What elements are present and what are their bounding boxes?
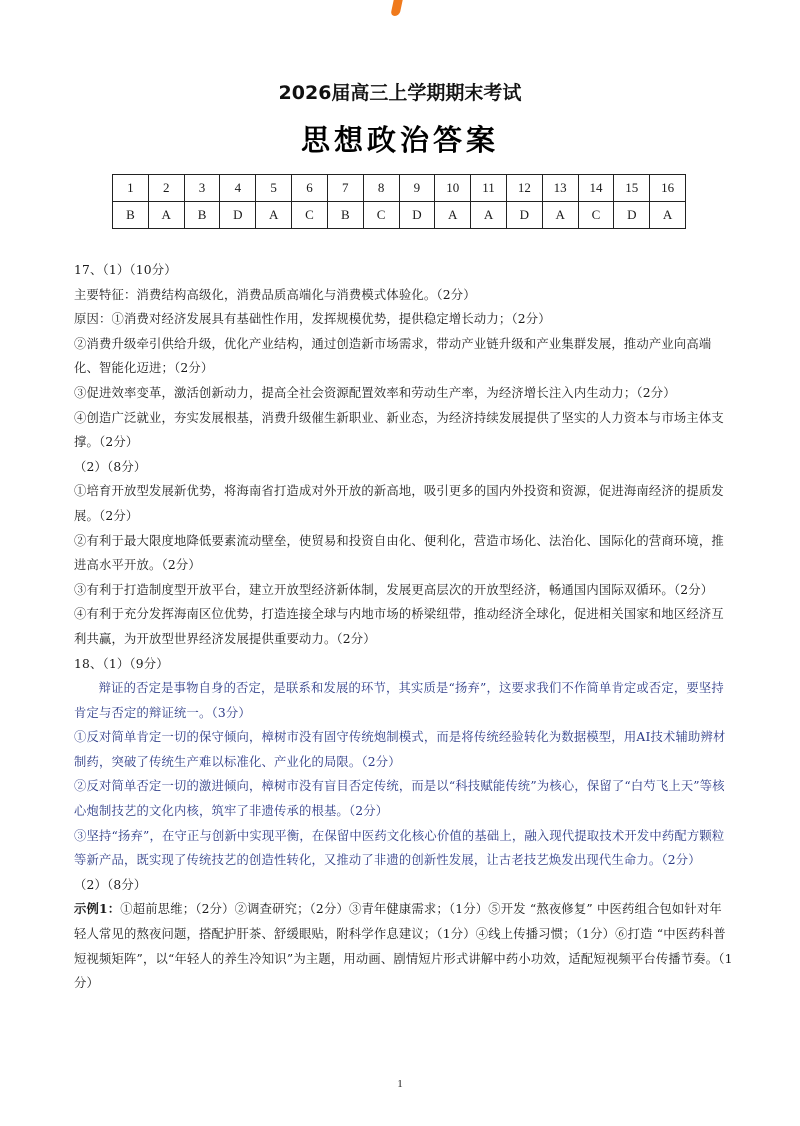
q17-reason-1: 原因：①消费对经济发展具有基础性作用，发挥规模优势，提供稳定增长动力；（2分） — [74, 312, 551, 327]
table-cell: 1 — [113, 175, 149, 202]
example-text: ①超前思维；（2分）②调查研究；（2分）③青年健康需求；（1分）⑤开发 “熬夜修复” 中医药组合包如针对年轻人常见的熬夜问题，搭配护肝茶、舒缓眼贴，附科学作息建议；（1分）④线上传播习惯；（1分）⑥打造 “中医药科普短视频矩阵”，以“年轻人的养生冷知识”为主题，用动画、剧情短片形式讲解中药小功效，适配短视频平台传播节奏。（1分） — [74, 902, 733, 991]
exam-title: 2026届高三上学期期末考试 — [278, 82, 522, 104]
q17-part2-point-2: ②有利于最大限度地降低要素流动壁垒，使贸易和投资自由化、便利化，营造市场化、法治化、国际化的营商环境，推进高水平开放。（2分） — [74, 533, 724, 573]
table-cell: 13 — [542, 175, 578, 202]
q18-point-3: ③坚持“扬弃”，在守正与创新中实现平衡，在保留中医药文化核心价值的基础上，融入现代提取技术开发中药配方颗粒等新产品，既实现了传统技艺的创造性转化，又推动了非遗的创新性发展，让古老技艺焕发出现代生命力。（2分） — [74, 828, 725, 868]
table-cell: 11 — [471, 175, 507, 202]
table-cell: 5 — [256, 175, 292, 202]
answer-letter-row — [113, 202, 686, 229]
q18-part2-heading: （2）（8分） — [74, 877, 147, 892]
q18-example — [74, 897, 734, 995]
table-cell: A — [256, 202, 292, 229]
question-number-row — [113, 175, 686, 202]
table-cell: C — [363, 202, 399, 229]
table-cell: B — [113, 202, 149, 229]
table-cell: 12 — [506, 175, 542, 202]
answer-body — [74, 258, 734, 996]
table-cell: 15 — [614, 175, 650, 202]
q17-features: 主要特征：消费结构高级化，消费品质高端化与消费模式体验化。（2分） — [74, 287, 476, 302]
q17-part2-point-3: ③有利于打造制度型开放平台，建立开放型经济新体制，发展更高层次的开放型经济，畅通国内国际双循环。（2分） — [74, 582, 714, 597]
answer-table — [112, 174, 686, 229]
q17-part2-point-1: ①培育开放型发展新优势，将海南省打造成对外开放的新高地，吸引更多的国内外投资和资源，促进海南经济的提质发展。（2分） — [74, 484, 724, 523]
table-cell: B — [184, 202, 220, 229]
page-number: 1 — [397, 1078, 403, 1090]
q17-reason-3: ③促进效率变革，激活创新动力，提高全社会资源配置效率和劳动生产率，为经济增长注入内生动力；（2分） — [74, 385, 676, 400]
table-cell: 3 — [184, 175, 220, 202]
table-cell: A — [435, 202, 471, 229]
table-cell: 8 — [363, 175, 399, 202]
table-cell: 7 — [327, 175, 363, 202]
table-cell: B — [327, 202, 363, 229]
q17-heading: 17、（1）（10分） — [74, 263, 177, 277]
example-label: 示例1： — [74, 901, 121, 917]
table-cell: 14 — [578, 175, 614, 202]
q18-point-1: ①反对简单肯定一切的保守倾向，樟树市没有固守传统炮制模式，而是将传统经验转化为数据模型，用AI技术辅助辨材制药，突破了传统生产难以标准化、产业化的局限。（2分） — [74, 730, 726, 769]
q18-point-2: ②反对简单否定一切的激进倾向，樟树市没有盲目否定传统，而是以“科技赋能传统”为核心，保留了“白芍飞上天”等核心炮制技艺的文化内核，筑牢了非遗传承的根基。（2分） — [74, 779, 725, 819]
table-cell: A — [650, 202, 686, 229]
table-cell: 10 — [435, 175, 471, 202]
table-cell: D — [399, 202, 435, 229]
table-cell: 2 — [148, 175, 184, 202]
table-cell: 16 — [650, 175, 686, 202]
q17-part2-heading: （2）（8分） — [74, 459, 147, 474]
q17-reason-4: ④创造广泛就业，夯实发展根基，消费升级催生新职业、新业态，为经济持续发展提供了坚实的人力资本与市场主体支撑。（2分） — [74, 410, 724, 450]
answer-title: 思想政治答案 — [300, 123, 499, 157]
table-cell: A — [471, 202, 507, 229]
table-cell: C — [292, 202, 328, 229]
table-cell: 9 — [399, 175, 435, 202]
table-cell: D — [220, 202, 256, 229]
q18-heading: 18、（1）（9分） — [74, 656, 169, 671]
q18-intro: 辩证的否定是事物自身的否定，是联系和发展的环节，其实质是“扬弃”，这要求我们不作简单肯定或否定，要坚持肯定与否定的辩证统一。（3分） — [74, 681, 724, 720]
q17-part2-point-4: ④有利于充分发挥海南区位优势，打造连接全球与内地市场的桥梁纽带，推动经济全球化，促进相关国家和地区经济互利共赢，为开放型世界经济发展提供重要动力。（2分） — [74, 607, 724, 646]
table-cell: A — [148, 202, 184, 229]
orange-brush-mark — [390, 0, 402, 16]
table-cell: 4 — [220, 175, 256, 202]
table-cell: D — [614, 202, 650, 229]
table-cell: A — [542, 202, 578, 229]
table-cell: 6 — [292, 175, 328, 202]
table-cell: D — [506, 202, 542, 229]
q17-reason-2: ②消费升级牵引供给升级，优化产业结构，通过创造新市场需求，带动产业链升级和产业集群发展，推动产业向高端化、智能化迈进；（2分） — [74, 336, 712, 376]
table-cell: C — [578, 202, 614, 229]
